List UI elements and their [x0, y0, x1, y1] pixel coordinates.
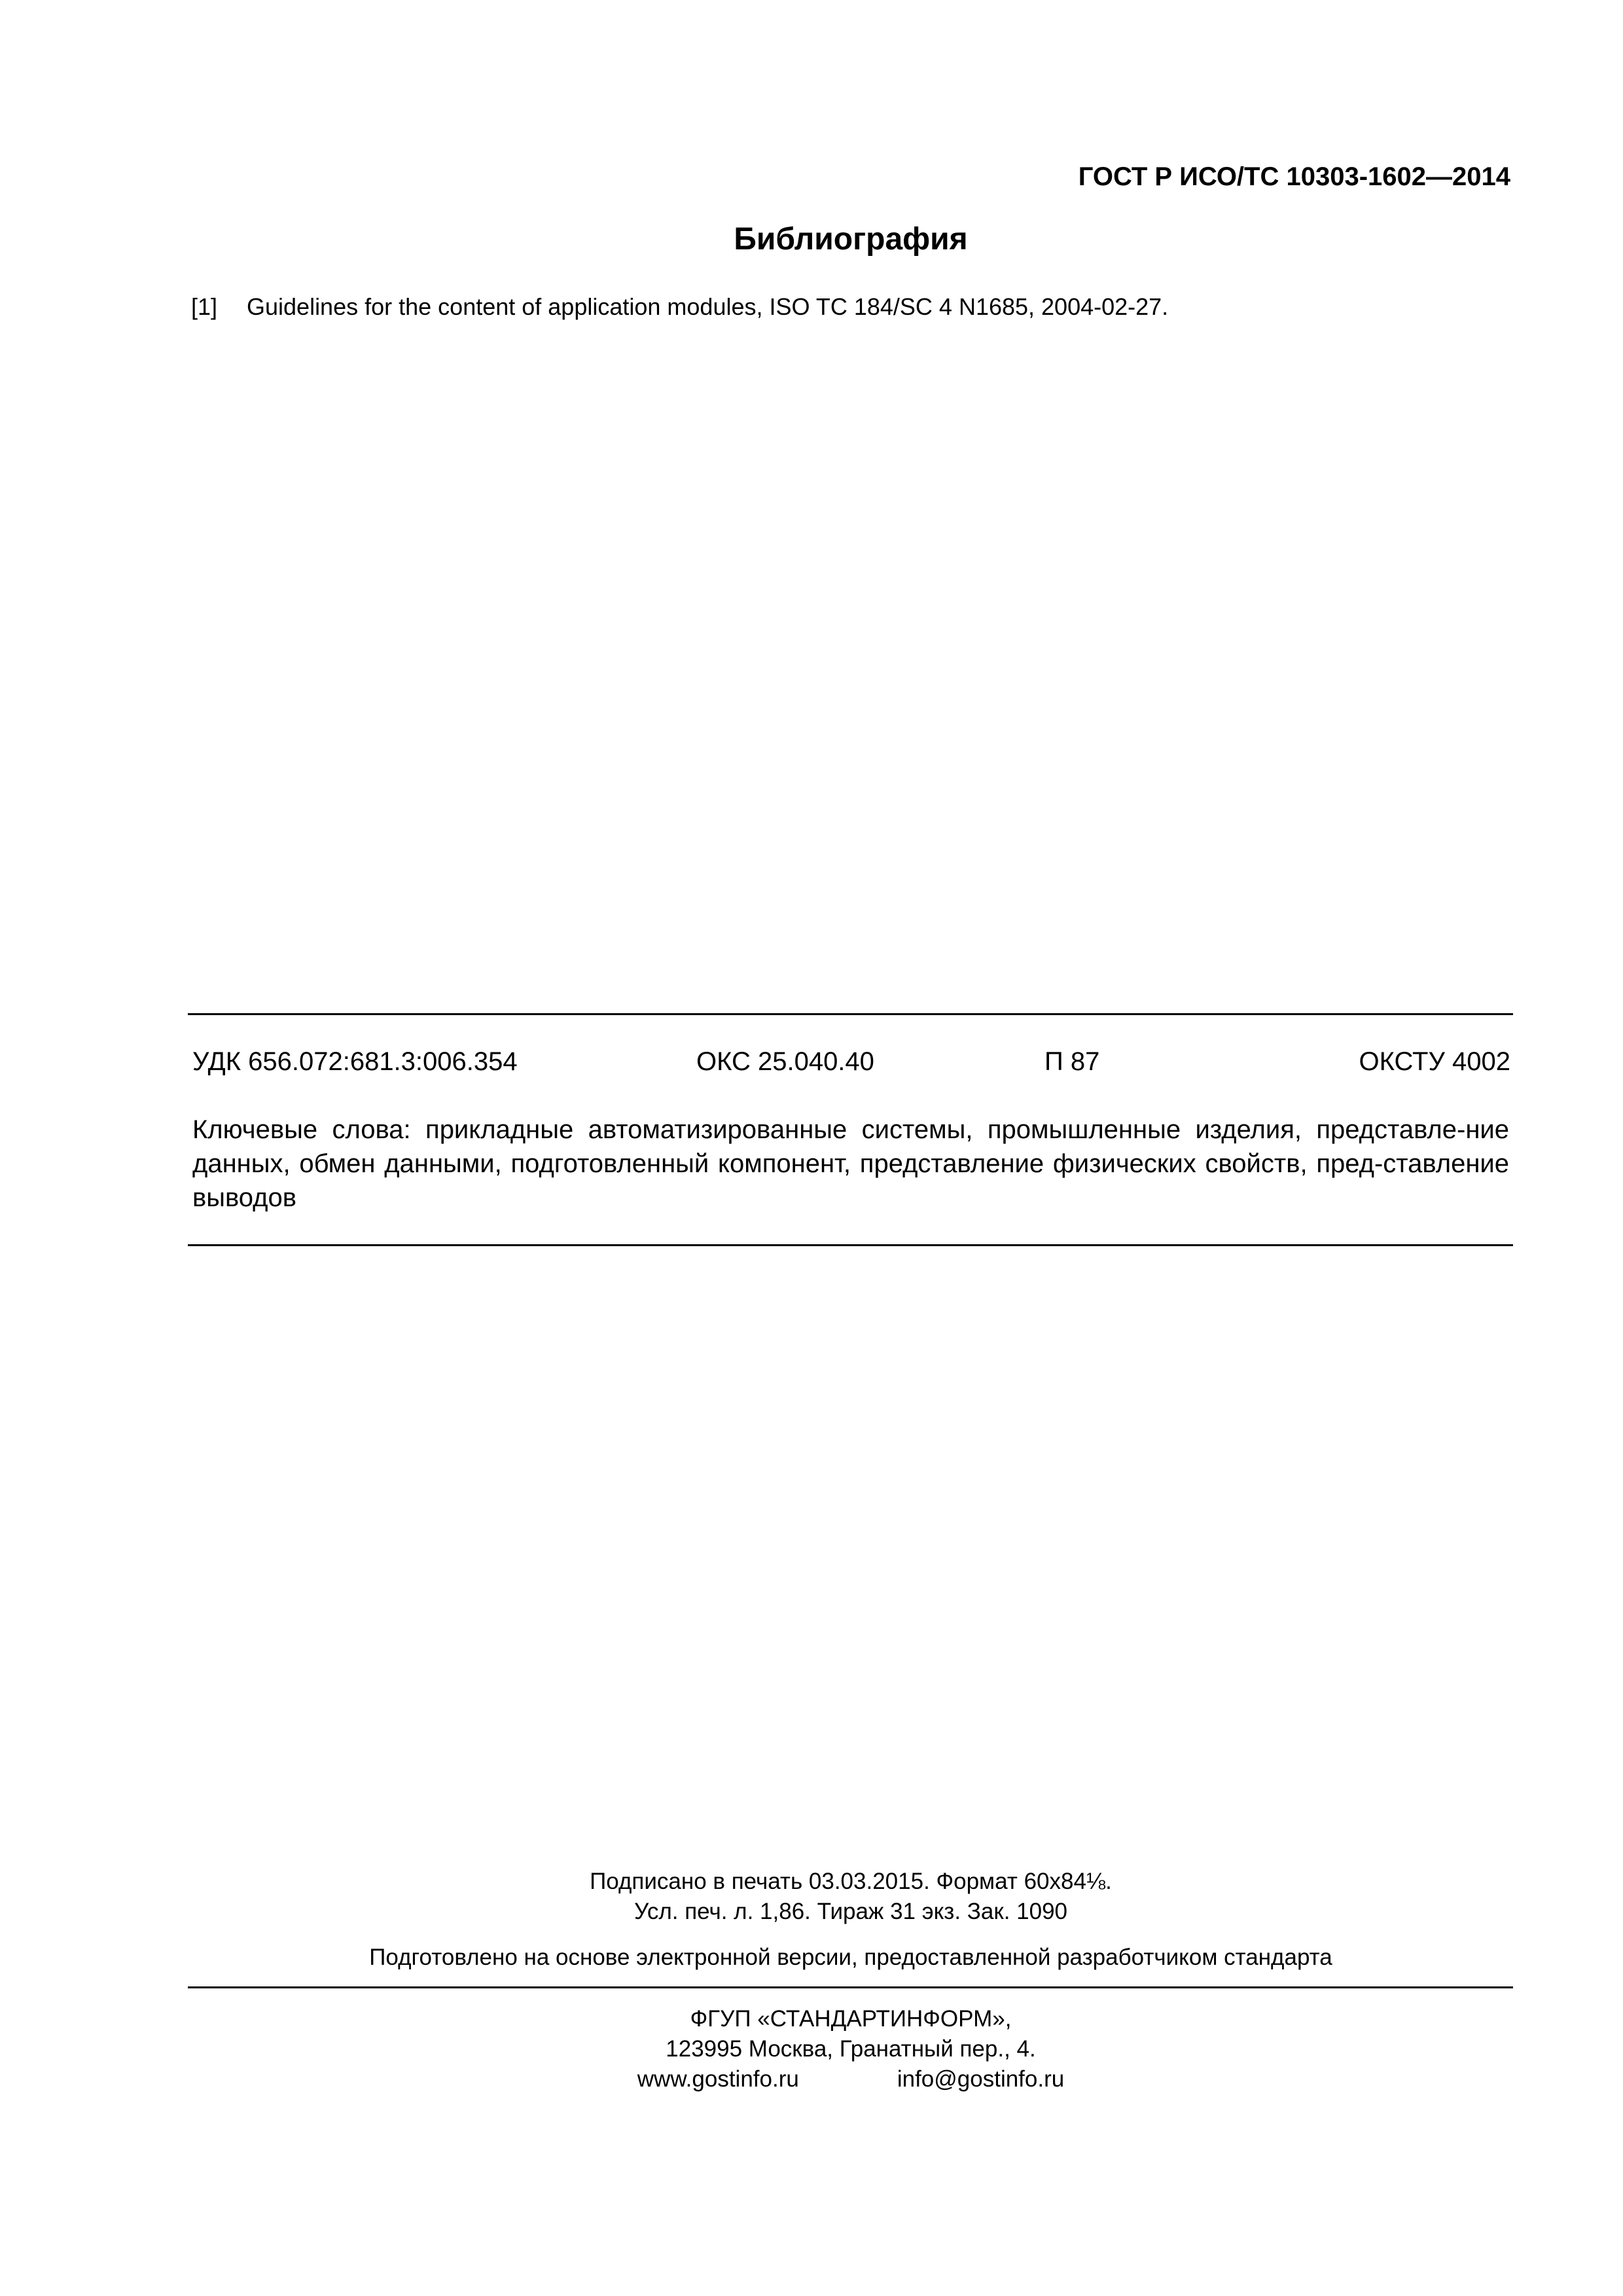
publisher-address: 123995 Москва, Гранатный пер., 4. — [666, 2036, 1036, 2062]
bibliography-title: Библиография — [734, 222, 968, 257]
publisher-email-link[interactable]: info@gostinfo.ru — [897, 2066, 1065, 2092]
udk-code: УДК 656.072:681.3:006.354 — [192, 1047, 518, 1076]
imprint-source-note: Подготовлено на основе электронной версии, предоставленной разработчиком стандарта — [369, 1945, 1332, 1970]
group-code: П 87 — [1044, 1047, 1100, 1076]
oks-code: ОКС 25.040.40 — [696, 1047, 874, 1076]
okstu-code: ОКСТУ 4002 — [1359, 1047, 1510, 1076]
publisher-name: ФГУП «СТАНДАРТИНФОРМ», — [690, 2006, 1012, 2032]
bibliography-entry — [191, 293, 1168, 321]
divider-bottom — [188, 1986, 1513, 1988]
divider-middle — [188, 1244, 1513, 1246]
bibliography-entry-text: Guidelines for the content of application modules, ISO TC 184/SC 4 N1685, 2004-02-27. — [247, 293, 1169, 320]
keywords-paragraph: Ключевые слова: прикладные автоматизированные системы, промышленные изделия, представле-ние данных, обмен данными, подготовленный компонент, представление физических свойств, пред-ставление выводов — [192, 1115, 1509, 1212]
imprint-print-run: Усл. печ. л. 1,86. Тираж 31 экз. Зак. 1090 — [633, 1899, 1068, 1924]
document-code: ГОСТ Р ИСО/ТС 10303-1602—2014 — [1078, 162, 1510, 191]
bibliography-entry-number: [1] — [191, 293, 218, 320]
divider-top — [188, 1013, 1513, 1015]
publisher-website-link[interactable]: www.gostinfo.ru — [637, 2066, 799, 2092]
publisher-contacts — [0, 2064, 1623, 2094]
imprint-print-date: Подписано в печать 03.03.2015. Формат 60x84⅛. — [590, 1869, 1112, 1894]
